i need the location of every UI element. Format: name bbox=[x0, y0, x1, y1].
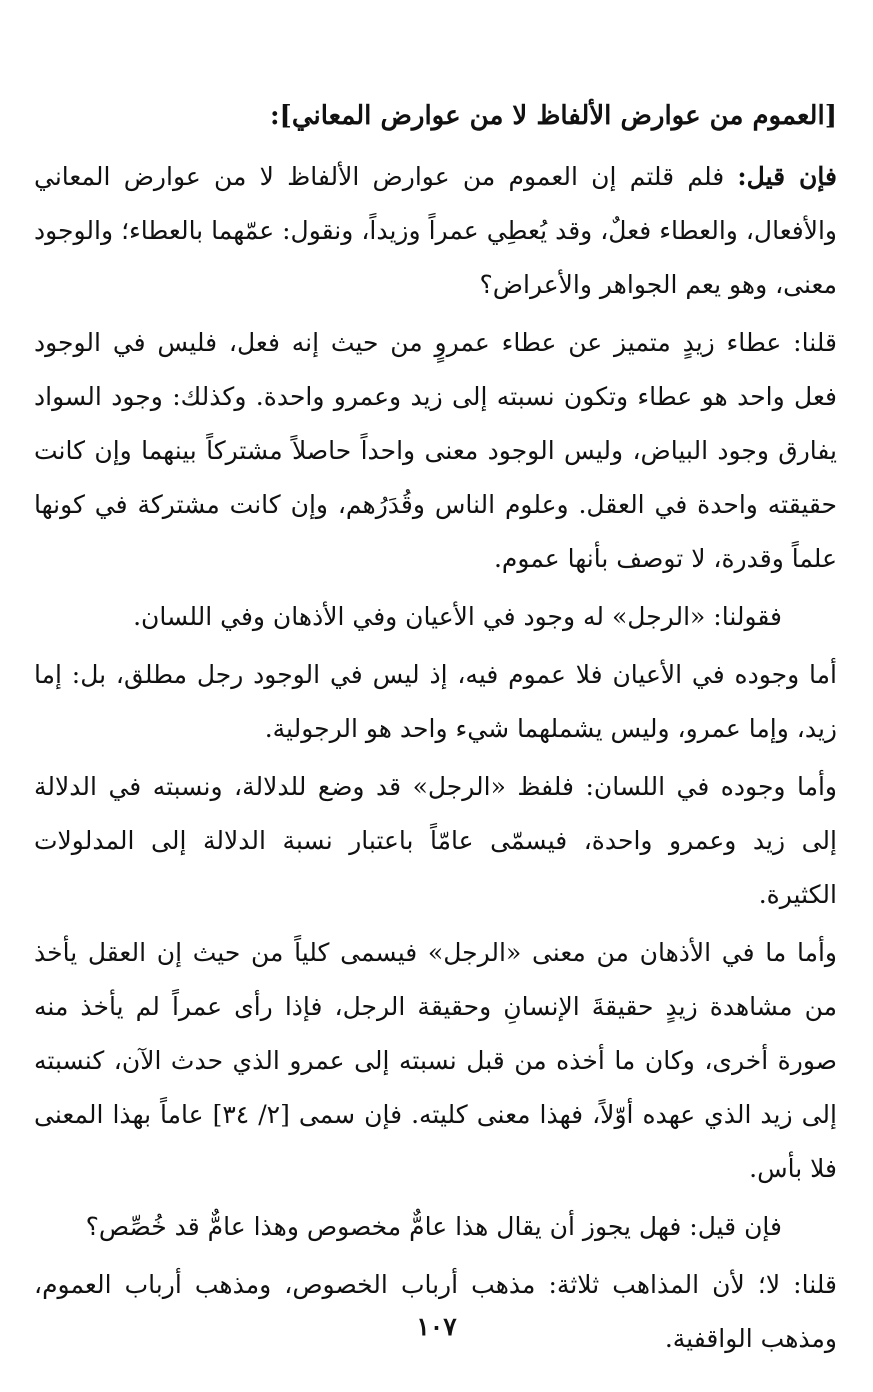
paragraph-1 bbox=[34, 150, 837, 312]
paragraph-text: فقولنا: «الرجل» له وجود في الأعيان وفي الأذهان وفي اللسان. bbox=[133, 602, 782, 631]
paragraph-text: فلم قلتم إن العموم من عوارض الألفاظ لا من عوارض المعاني والأفعال، والعطاء فعلٌ، وقد يُعطِي عمراً وزيداً، ونقول: عمّهما بالعطاء؛ والوجود معنى، وهو يعم الجواهر والأعراض؟ bbox=[34, 162, 837, 299]
paragraph-text: أما وجوده في الأعيان فلا عموم فيه، إذ ليس في الوجود رجل مطلق، بل: إما زيد، وإما عمرو، وليس يشملهما شيء واحد هو الرجولية. bbox=[34, 660, 837, 743]
paragraph-6 bbox=[34, 926, 837, 1196]
paragraph-5 bbox=[34, 760, 837, 922]
section-heading: [العموم من عوارض الألفاظ لا من عوارض المعاني]: bbox=[269, 101, 837, 131]
page-number: ١٠٧ bbox=[416, 1312, 457, 1341]
paragraph-2 bbox=[34, 316, 837, 586]
paragraph-text: فإن قيل: فهل يجوز أن يقال هذا عامٌّ مخصوص وهذا عامٌّ قد خُصِّص؟ bbox=[85, 1212, 782, 1241]
paragraph-7 bbox=[34, 1200, 837, 1254]
paragraph-4 bbox=[34, 648, 837, 756]
paragraph-3 bbox=[34, 590, 837, 644]
paragraph-lead: فإن قيل: bbox=[737, 162, 837, 191]
paragraph-text: وأما ما في الأذهان من معنى «الرجل» فيسمى كلياً من حيث إن العقل يأخذ من مشاهدة زيدٍ حقيقةَ الإنسانِ وحقيقة الرجل، فإذا رأى عمراً لم يأخذ منه صورة أخرى، وكان ما أخذه من قبل نسبته إلى عمرو الذي حدث الآن، كنسبته إلى زيد الذي عهده أوّلاً، فهذا معنى كليته. فإن سمى [٢/ ٣٤] عاماً بهذا المعنى فلا بأس. bbox=[34, 938, 837, 1183]
paragraph-text: وأما وجوده في اللسان: فلفظ «الرجل» قد وضع للدلالة، ونسبته في الدلالة إلى زيد وعمرو واحدة، فيسمّى عامّاً باعتبار نسبة الدلالة إلى المدلولات الكثيرة. bbox=[34, 772, 837, 909]
paragraph-text: قلنا: عطاء زيدٍ متميز عن عطاء عمروٍ من حيث إنه فعل، فليس في الوجود فعل واحد هو عطاء وتكون نسبته إلى زيد وعمرو واحدة. وكذلك: وجود السواد يفارق وجود البياض، وليس الوجود معنى واحداً حاصلاً مشتركاً بينهما وإن كانت حقيقته واحدة في العقل. وعلوم الناس وقُدَرُهم، وإن كانت مشتركة في كونها علماً وقدرة، لا توصف بأنها عموم. bbox=[34, 328, 837, 573]
paragraph-text: قلنا: لا؛ لأن المذاهب ثلاثة: مذهب أرباب الخصوص، ومذهب أرباب العموم، ومذهب الواقفية. bbox=[34, 1270, 837, 1353]
